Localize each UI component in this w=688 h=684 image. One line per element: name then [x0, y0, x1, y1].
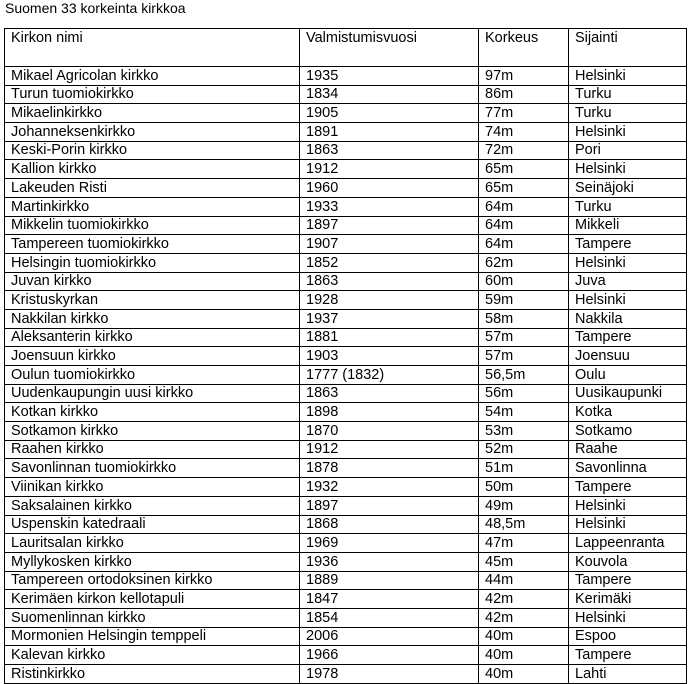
table-row	[5, 272, 687, 291]
cell-year: 1878	[300, 459, 479, 478]
cell-church-name: Johanneksenkirkko	[5, 123, 300, 142]
cell-year: 1912	[300, 160, 479, 179]
column-header-height: Korkeus	[479, 29, 569, 67]
cell-location: Turku	[569, 197, 687, 216]
cell-church-name: Mikaelinkirkko	[5, 104, 300, 123]
cell-church-name: Kristuskyrkan	[5, 291, 300, 310]
cell-height: 97m	[479, 67, 569, 86]
cell-location: Tampere	[569, 646, 687, 665]
cell-location: Oulu	[569, 366, 687, 385]
cell-height: 51m	[479, 459, 569, 478]
table-row	[5, 608, 687, 627]
cell-height: 60m	[479, 272, 569, 291]
cell-location: Kotka	[569, 403, 687, 422]
table-row	[5, 440, 687, 459]
table-row	[5, 496, 687, 515]
cell-location: Helsinki	[569, 123, 687, 142]
cell-location: Pori	[569, 141, 687, 160]
table-row	[5, 534, 687, 553]
cell-year: 1935	[300, 67, 479, 86]
cell-church-name: Myllykosken kirkko	[5, 552, 300, 571]
cell-location: Helsinki	[569, 253, 687, 272]
table-row	[5, 253, 687, 272]
cell-year: 1897	[300, 216, 479, 235]
cell-location: Juva	[569, 272, 687, 291]
column-header-year: Valmistumisvuosi	[300, 29, 479, 67]
table-row	[5, 459, 687, 478]
cell-church-name: Uspenskin katedraali	[5, 515, 300, 534]
cell-church-name: Turun tuomiokirkko	[5, 85, 300, 104]
cell-height: 54m	[479, 403, 569, 422]
table-row	[5, 123, 687, 142]
cell-height: 50m	[479, 478, 569, 497]
cell-location: Lahti	[569, 665, 687, 684]
cell-year: 1863	[300, 141, 479, 160]
cell-year: 1834	[300, 85, 479, 104]
cell-church-name: Suomenlinnan kirkko	[5, 608, 300, 627]
cell-church-name: Tampereen tuomiokirkko	[5, 235, 300, 254]
cell-height: 45m	[479, 552, 569, 571]
table-row	[5, 646, 687, 665]
cell-height: 64m	[479, 216, 569, 235]
cell-year: 1898	[300, 403, 479, 422]
table-row	[5, 590, 687, 609]
cell-year: 1978	[300, 665, 479, 684]
cell-church-name: Juvan kirkko	[5, 272, 300, 291]
cell-year: 2006	[300, 627, 479, 646]
cell-height: 42m	[479, 590, 569, 609]
cell-church-name: Martinkirkko	[5, 197, 300, 216]
cell-year: 1863	[300, 272, 479, 291]
cell-height: 65m	[479, 160, 569, 179]
table-row	[5, 141, 687, 160]
cell-height: 57m	[479, 328, 569, 347]
cell-location: Tampere	[569, 328, 687, 347]
cell-church-name: Lauritsalan kirkko	[5, 534, 300, 553]
cell-year: 1937	[300, 309, 479, 328]
cell-year: 1854	[300, 608, 479, 627]
column-header-name: Kirkon nimi	[5, 29, 300, 67]
cell-church-name: Mikkelin tuomiokirkko	[5, 216, 300, 235]
cell-church-name: Kalevan kirkko	[5, 646, 300, 665]
cell-location: Lappeenranta	[569, 534, 687, 553]
cell-location: Kerimäki	[569, 590, 687, 609]
cell-location: Turku	[569, 104, 687, 123]
cell-height: 62m	[479, 253, 569, 272]
cell-location: Mikkeli	[569, 216, 687, 235]
cell-height: 58m	[479, 309, 569, 328]
cell-location: Helsinki	[569, 160, 687, 179]
table-row	[5, 235, 687, 254]
cell-year: 1870	[300, 422, 479, 441]
cell-height: 47m	[479, 534, 569, 553]
cell-height: 49m	[479, 496, 569, 515]
table-row	[5, 403, 687, 422]
cell-year: 1852	[300, 253, 479, 272]
table-row	[5, 478, 687, 497]
cell-height: 40m	[479, 646, 569, 665]
cell-location: Nakkila	[569, 309, 687, 328]
table-row	[5, 179, 687, 198]
cell-year: 1936	[300, 552, 479, 571]
cell-height: 64m	[479, 197, 569, 216]
cell-location: Helsinki	[569, 515, 687, 534]
cell-height: 65m	[479, 179, 569, 198]
table-row	[5, 291, 687, 310]
cell-year: 1907	[300, 235, 479, 254]
cell-church-name: Aleksanterin kirkko	[5, 328, 300, 347]
cell-location: Joensuu	[569, 347, 687, 366]
cell-year: 1933	[300, 197, 479, 216]
cell-location: Tampere	[569, 478, 687, 497]
churches-table	[4, 28, 687, 684]
cell-height: 86m	[479, 85, 569, 104]
table-row	[5, 216, 687, 235]
column-header-location: Sijainti	[569, 29, 687, 67]
cell-year: 1966	[300, 646, 479, 665]
table-row	[5, 515, 687, 534]
cell-location: Sotkamo	[569, 422, 687, 441]
cell-church-name: Viinikan kirkko	[5, 478, 300, 497]
cell-year: 1897	[300, 496, 479, 515]
table-row	[5, 665, 687, 684]
table-row	[5, 347, 687, 366]
cell-height: 57m	[479, 347, 569, 366]
table-row	[5, 384, 687, 403]
cell-year: 1847	[300, 590, 479, 609]
table-row	[5, 422, 687, 441]
cell-location: Espoo	[569, 627, 687, 646]
cell-location: Helsinki	[569, 67, 687, 86]
cell-height: 48,5m	[479, 515, 569, 534]
table-row	[5, 627, 687, 646]
cell-church-name: Mikael Agricolan kirkko	[5, 67, 300, 86]
table-row	[5, 160, 687, 179]
document-title: Suomen 33 korkeinta kirkkoa	[5, 0, 186, 16]
cell-year: 1932	[300, 478, 479, 497]
cell-height: 56,5m	[479, 366, 569, 385]
cell-location: Seinäjoki	[569, 179, 687, 198]
cell-church-name: Nakkilan kirkko	[5, 309, 300, 328]
cell-church-name: Kerimäen kirkon kellotapuli	[5, 590, 300, 609]
cell-height: 44m	[479, 571, 569, 590]
cell-location: Helsinki	[569, 608, 687, 627]
cell-year: 1891	[300, 123, 479, 142]
cell-church-name: Uudenkaupungin uusi kirkko	[5, 384, 300, 403]
table-row	[5, 309, 687, 328]
table-row	[5, 85, 687, 104]
cell-height: 74m	[479, 123, 569, 142]
cell-church-name: Saksalainen kirkko	[5, 496, 300, 515]
cell-height: 72m	[479, 141, 569, 160]
cell-church-name: Tampereen ortodoksinen kirkko	[5, 571, 300, 590]
cell-location: Raahe	[569, 440, 687, 459]
cell-location: Tampere	[569, 235, 687, 254]
cell-height: 40m	[479, 665, 569, 684]
table-body	[5, 67, 687, 684]
cell-church-name: Joensuun kirkko	[5, 347, 300, 366]
cell-height: 53m	[479, 422, 569, 441]
cell-church-name: Raahen kirkko	[5, 440, 300, 459]
cell-location: Kouvola	[569, 552, 687, 571]
table-row	[5, 197, 687, 216]
cell-church-name: Kallion kirkko	[5, 160, 300, 179]
cell-year: 1868	[300, 515, 479, 534]
cell-height: 42m	[479, 608, 569, 627]
cell-location: Uusikaupunki	[569, 384, 687, 403]
cell-location: Helsinki	[569, 291, 687, 310]
cell-year: 1881	[300, 328, 479, 347]
cell-church-name: Lakeuden Risti	[5, 179, 300, 198]
cell-year: 1889	[300, 571, 479, 590]
cell-church-name: Keski-Porin kirkko	[5, 141, 300, 160]
cell-year: 1960	[300, 179, 479, 198]
table-row	[5, 366, 687, 385]
cell-height: 40m	[479, 627, 569, 646]
table-row	[5, 328, 687, 347]
cell-height: 64m	[479, 235, 569, 254]
cell-church-name: Helsingin tuomiokirkko	[5, 253, 300, 272]
cell-height: 59m	[479, 291, 569, 310]
table-header-row	[5, 29, 687, 67]
cell-church-name: Mormonien Helsingin temppeli	[5, 627, 300, 646]
cell-church-name: Sotkamon kirkko	[5, 422, 300, 441]
cell-location: Helsinki	[569, 496, 687, 515]
cell-height: 77m	[479, 104, 569, 123]
cell-year: 1905	[300, 104, 479, 123]
table-row	[5, 67, 687, 86]
cell-year: 1912	[300, 440, 479, 459]
cell-height: 56m	[479, 384, 569, 403]
cell-year: 1903	[300, 347, 479, 366]
table-row	[5, 552, 687, 571]
cell-height: 52m	[479, 440, 569, 459]
table-row	[5, 571, 687, 590]
cell-church-name: Kotkan kirkko	[5, 403, 300, 422]
cell-location: Savonlinna	[569, 459, 687, 478]
cell-year: 1777 (1832)	[300, 366, 479, 385]
cell-church-name: Oulun tuomiokirkko	[5, 366, 300, 385]
cell-church-name: Savonlinnan tuomiokirkko	[5, 459, 300, 478]
cell-year: 1863	[300, 384, 479, 403]
table-row	[5, 104, 687, 123]
cell-year: 1969	[300, 534, 479, 553]
cell-church-name: Ristinkirkko	[5, 665, 300, 684]
cell-location: Turku	[569, 85, 687, 104]
cell-location: Tampere	[569, 571, 687, 590]
cell-year: 1928	[300, 291, 479, 310]
